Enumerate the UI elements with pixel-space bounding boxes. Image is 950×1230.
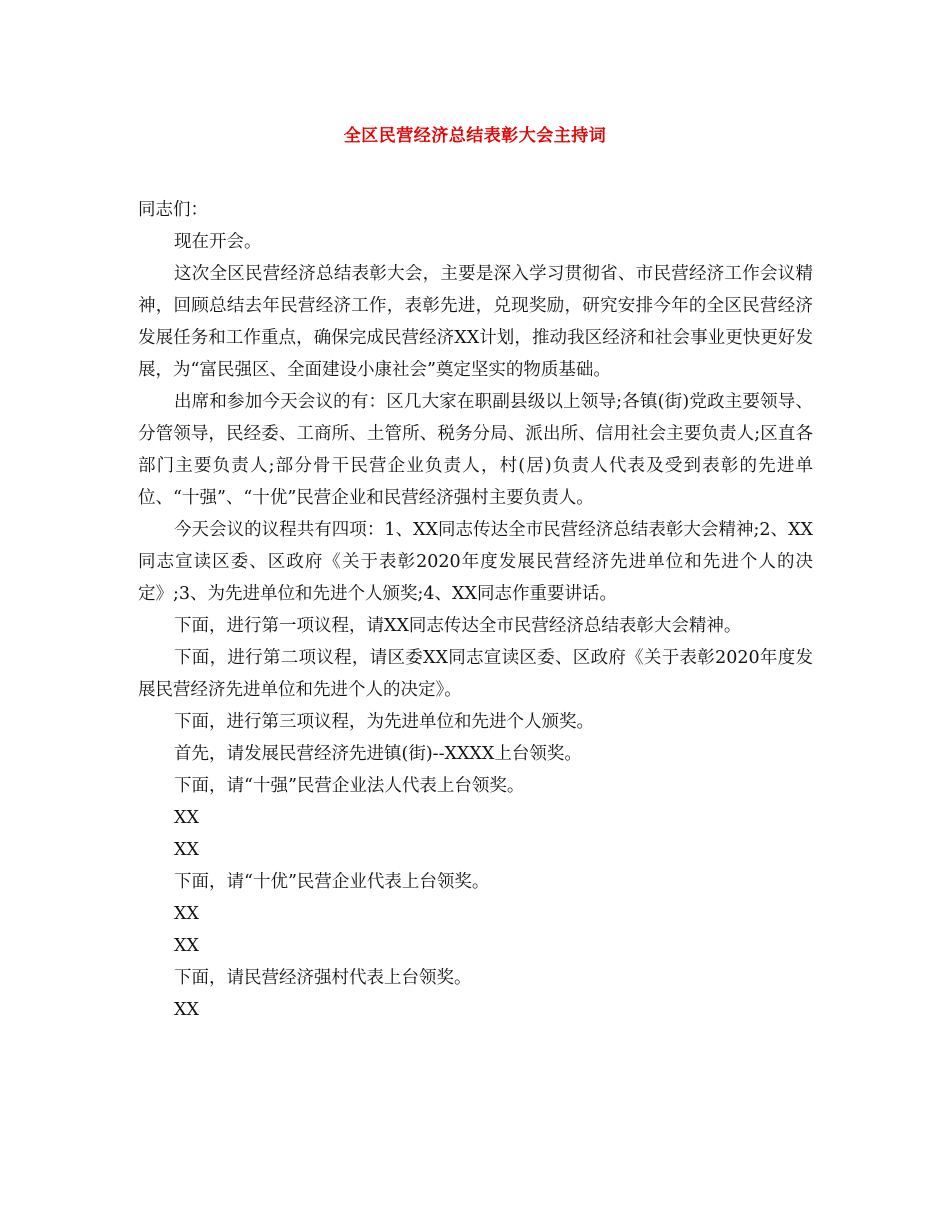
- paragraph-purpose: 这次全区民营经济总结表彰大会，主要是深入学习贯彻省、市民营经济工作会议精神，回顾总结去年民营经济工作，表彰先进，兑现奖励，研究安排今年的全区民营经济发展任务和工作重点，确保完成民营经济XX计划，推动我区经济和社会事业更快更好发展，为“富民强区、全面建设小康社会”奠定坚实的物质基础。: [138, 264, 813, 380]
- paragraph-opening: 现在开会。: [174, 232, 262, 252]
- document-body: [138, 194, 813, 1026]
- paragraph-award-strong-village: 下面，请民营经济强村代表上台领奖。: [174, 968, 472, 988]
- placeholder-line: XX: [174, 904, 199, 924]
- paragraph-attendees: 出席和参加今天会议的有：区几大家在职副县级以上领导;各镇(街)党政主要领导、分管领导，民经委、工商所、土管所、税务分局、派出所、信用社会主要负责人;区直各部门主要负责人;部分骨干民营企业负责人，村(居)负责人代表及受到表彰的先进单位、“十强”、“十优”民营企业和民营经济强村主要负责人。: [138, 392, 813, 508]
- paragraph-item-2: 下面，进行第二项议程，请区委XX同志宣读区委、区政府《关于表彰2020年度发展民营经济先进单位和先进个人的决定》。: [138, 648, 813, 700]
- paragraph-item-3: 下面，进行第三项议程，为先进单位和先进个人颁奖。: [174, 712, 594, 732]
- placeholder-line: XX: [174, 808, 199, 828]
- paragraph-award-town: 首先，请发展民营经济先进镇(街)--XXXX上台领奖。: [174, 744, 582, 764]
- placeholder-line: XX: [174, 1000, 199, 1020]
- document-title: 全区民营经济总结表彰大会主持词: [343, 126, 607, 146]
- paragraph-award-top10-strong: 下面，请“十强”民营企业法人代表上台领奖。: [174, 776, 525, 796]
- placeholder-line: XX: [174, 936, 199, 956]
- paragraph-award-top10-excellent: 下面，请“十优”民营企业代表上台领奖。: [174, 872, 490, 892]
- paragraph-agenda: 今天会议的议程共有四项：1、XX同志传达全市民营经济总结表彰大会精神;2、XX同志宣读区委、区政府《关于表彰2020年度发展民营经济先进单位和先进个人的决定》;3、为先进单位和先进个人颁奖;4、XX同志作重要讲话。: [138, 520, 813, 604]
- placeholder-line: XX: [174, 840, 199, 860]
- paragraph-item-1: 下面，进行第一项议程，请XX同志传达全市民营经济总结表彰大会精神。: [174, 616, 742, 636]
- salutation: 同志们：: [138, 200, 208, 220]
